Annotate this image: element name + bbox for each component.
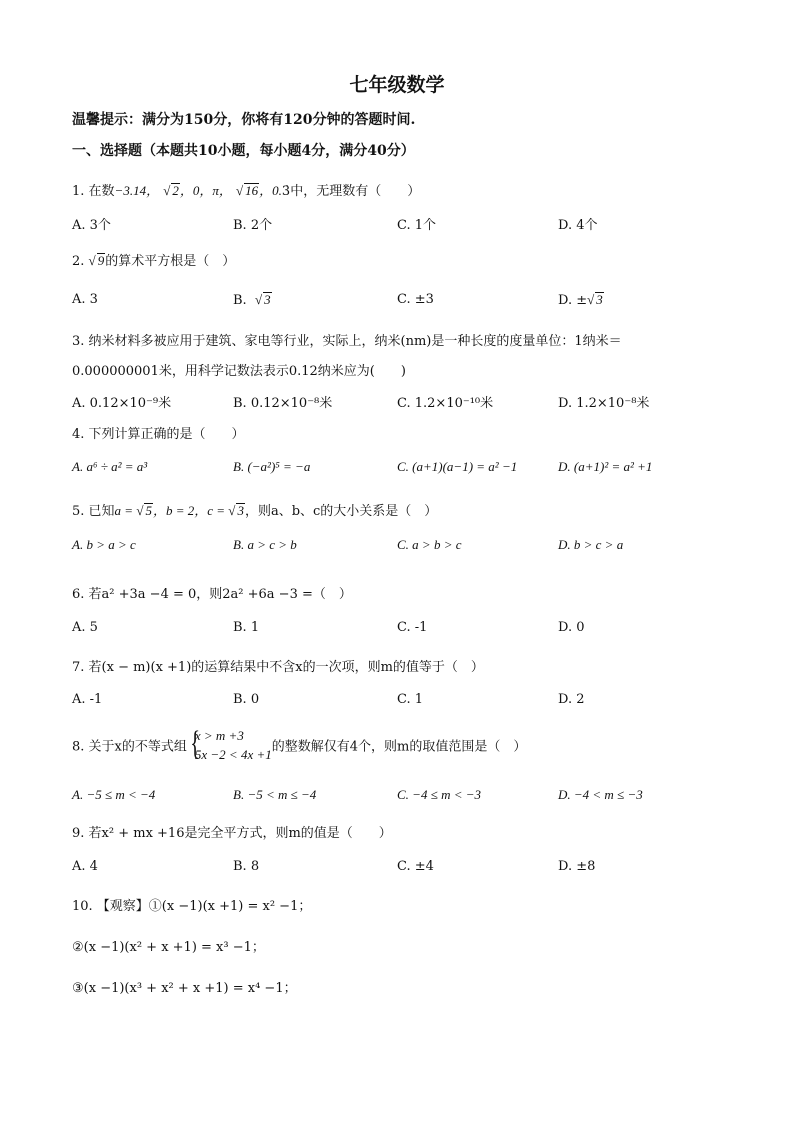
q8-inequality-system: { x > m +3 5x −2 < 4x +1 <box>190 725 272 762</box>
question-7: 7. 若(x − m)(x +1)的运算结果中不含x的一次项，则m的值等于（ ） <box>72 660 484 675</box>
question-6: 6. 若a² +3a −4 = 0，则2a² +6a −3 =（ ） <box>72 587 352 602</box>
q6-option-b: B. 1 <box>233 620 260 635</box>
q7-option-b: B. 0 <box>233 692 260 707</box>
q1-option-b: B. 2个 <box>233 218 273 233</box>
q2-option-d: D. ±√ 3 <box>558 292 603 308</box>
q8-option-c: C. −4 ≤ m < −3 <box>397 787 482 802</box>
q5-option-d: D. b > c > a <box>558 537 624 552</box>
q6-option-c: C. -1 <box>397 620 428 635</box>
q4-option-b: B. (−a²)⁵ = −a <box>233 459 311 474</box>
q10-line1: 10. 【观察】①(x −1)(x +1) = x² −1； <box>72 899 312 914</box>
q1-pre: 1. 在数 <box>72 184 115 199</box>
q1-n2: ，0，π， <box>179 183 232 198</box>
q5-option-a: A. b > a > c <box>72 537 136 552</box>
q2-pre: 2. <box>72 254 85 269</box>
q5-pre: 5. 已知 <box>72 504 115 519</box>
q9-option-d: D. ±8 <box>558 859 596 874</box>
q9-option-a: A. 4 <box>72 859 98 874</box>
q8-option-d: D. −4 < m ≤ −3 <box>558 787 643 802</box>
q6-option-a: A. 5 <box>72 620 98 635</box>
q3-option-d: D. 1.2×10⁻⁸米 <box>558 396 650 411</box>
q10-line3: ③(x −1)(x³ + x² + x +1) = x⁴ −1； <box>72 981 297 996</box>
q7-option-d: D. 2 <box>558 692 585 707</box>
q8-option-a: A. −5 ≤ m < −4 <box>72 787 156 802</box>
q8-option-b: B. −5 < m ≤ −4 <box>233 787 317 802</box>
q2-option-c: C. ±3 <box>397 292 434 307</box>
q3-option-c: C. 1.2×10⁻¹⁰米 <box>397 396 494 411</box>
q1-sqrt2: 2 <box>172 183 179 198</box>
q5-option-c: C. a > b > c <box>397 537 462 552</box>
q2-post: 的算术平方根是（ ） <box>105 254 236 269</box>
question-1: 1. 在数−3.14， √ 2，0，π， √ 16，0.3̇中，无理数有（ ） <box>72 183 421 199</box>
q3-line1: 3. 纳米材料多被应用于建筑、家电等行业，实际上，纳米(nm)是一种长度的度量单位：1纳米＝ <box>72 334 622 349</box>
q9-option-c: C. ±4 <box>397 859 434 874</box>
q3-option-b: B. 0.12×10⁻⁸米 <box>233 396 333 411</box>
q4-option-c: C. (a+1)(a−1) = a² −1 <box>397 459 518 474</box>
question-8: 8. 关于x的不等式组 { x > m +3 5x −2 < 4x +1 的整数解仅有4个，则m的取值范围是（ ） <box>72 725 527 762</box>
q5-option-b: B. a > c > b <box>233 537 297 552</box>
q2-sqrt9: 9 <box>97 253 105 268</box>
question-9: 9. 若x² + mx +16是完全平方式，则m的值是（ ） <box>72 826 392 841</box>
q1-option-a: A. 3个 <box>72 218 111 233</box>
q1-n3: ，0. <box>259 183 282 198</box>
q1-sqrt16: 16 <box>245 183 259 198</box>
q1-option-c: C. 1个 <box>397 218 437 233</box>
question-4: 4. 下列计算正确的是（ ） <box>72 427 245 442</box>
q10-line2: ②(x −1)(x² + x +1) = x³ −1； <box>72 940 265 955</box>
page-title: 七年级数学 <box>349 74 445 96</box>
q7-option-c: C. 1 <box>397 692 424 707</box>
q4-option-a: A. a⁶ ÷ a² = a³ <box>72 459 148 474</box>
q3-option-a: A. 0.12×10⁻⁹米 <box>72 396 172 411</box>
q1-n3b: 3̇中，无理数有（ ） <box>281 184 421 199</box>
notice: 温馨提示：满分为150分，你将有120分钟的答题时间. <box>72 112 416 128</box>
q3-line2: 0.000000001米，用科学记数法表示0.12纳米应为( ) <box>72 364 406 379</box>
q1-option-d: D. 4个 <box>558 218 598 233</box>
q2-option-a: A. 3 <box>72 292 98 307</box>
q1-nums: −3.14， <box>114 183 160 198</box>
q4-option-d: D. (a+1)² = a² +1 <box>558 459 653 474</box>
q9-option-b: B. 8 <box>233 859 260 874</box>
question-5: 5. 已知a = √ 5，b = 2，c = √ 3，则a、b、c的大小关系是（ ） <box>72 503 438 519</box>
q7-option-a: A. -1 <box>72 692 103 707</box>
q6-option-d: D. 0 <box>558 620 585 635</box>
question-2: 2. √ 9的算术平方根是（ ） <box>72 253 236 269</box>
section-heading: 一、选择题（本题共10小题，每小题4分，满分40分） <box>72 143 415 159</box>
q2-option-b: B. √ 3 <box>233 292 271 308</box>
